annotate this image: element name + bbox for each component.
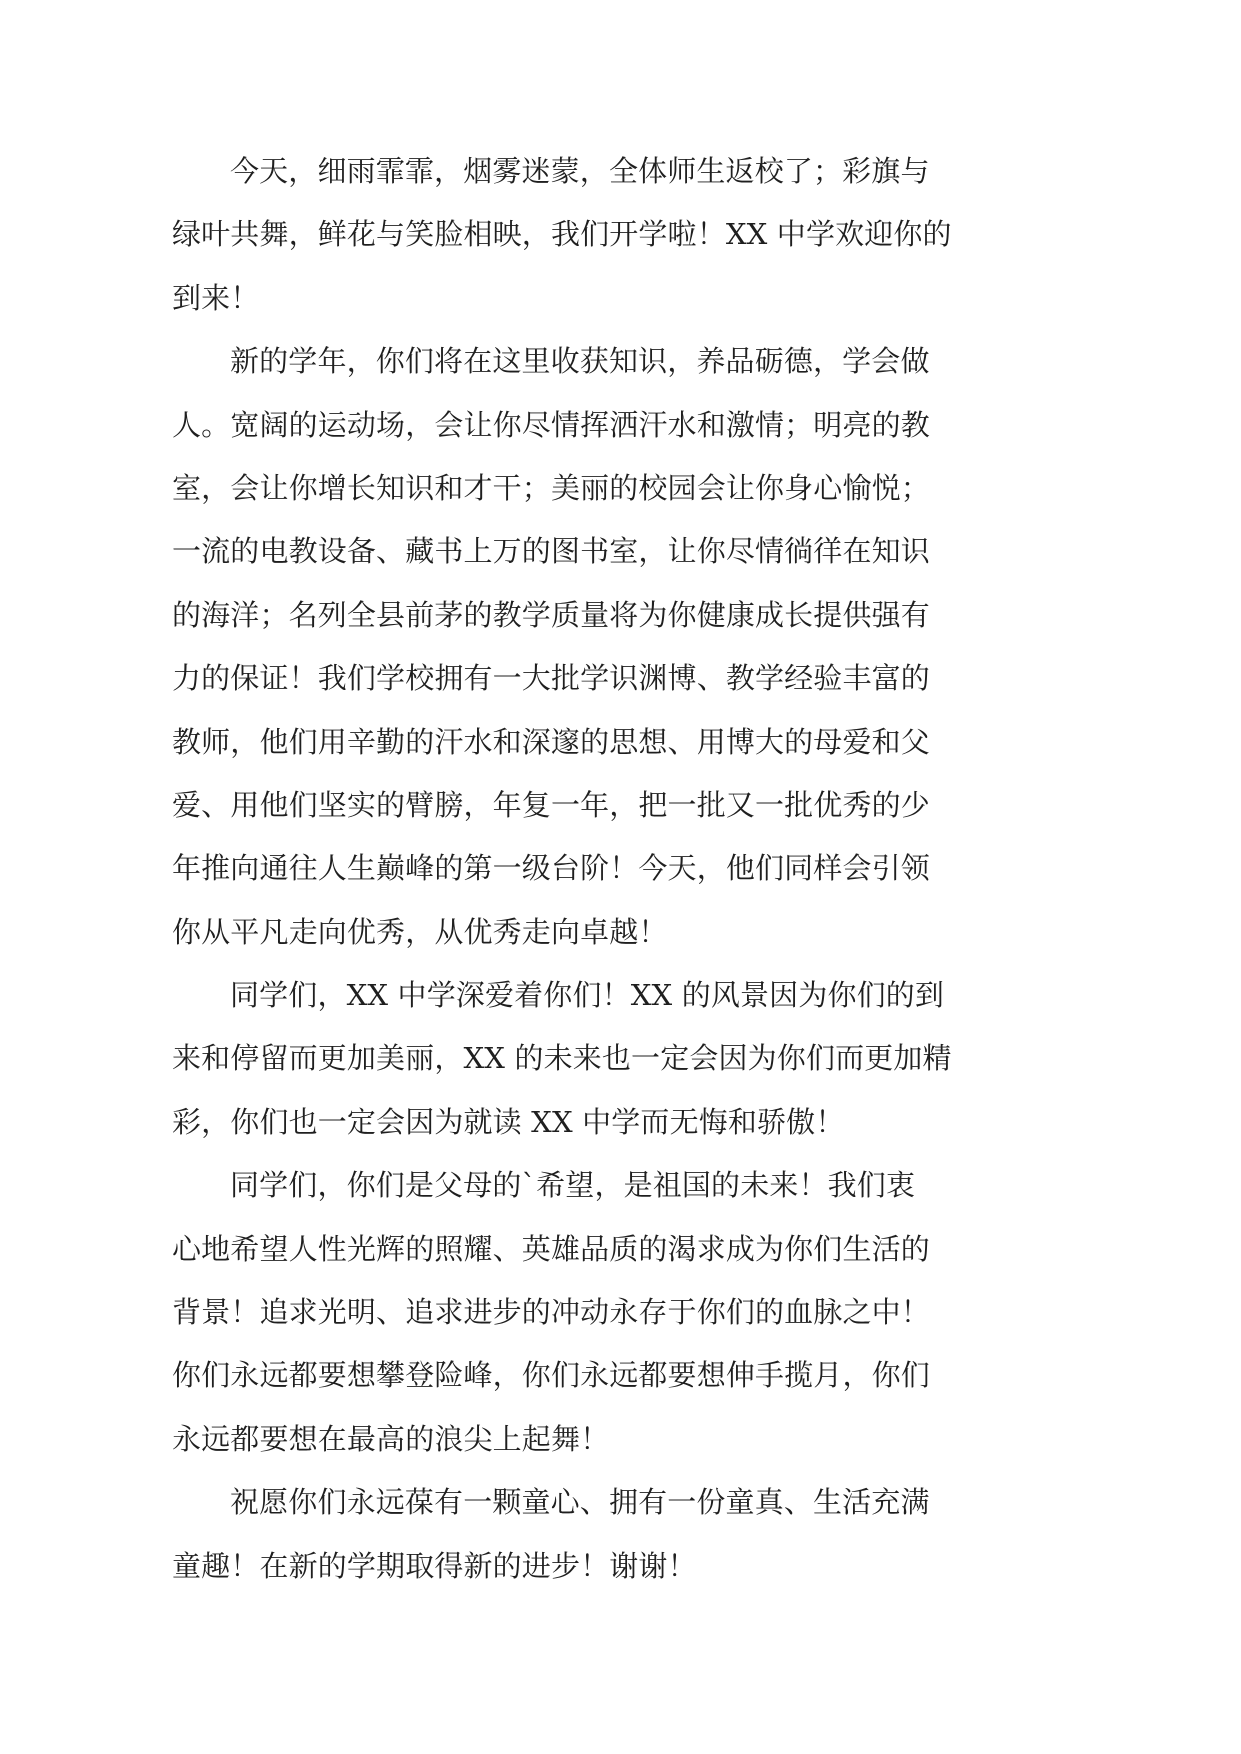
text-line: 背景！追求光明、追求进步的冲动永存于你们的血脉之中！ (172, 1295, 930, 1330)
text-line: 年推向通往人生巅峰的第一级台阶！今天，他们同样会引领 (172, 851, 930, 886)
text-line: 到来！ (172, 280, 260, 315)
text-line: 的海洋；名列全县前茅的教学质量将为你健康成长提供强有 (172, 597, 930, 632)
text-line: 教师，他们用辛勤的汗水和深邃的思想、用博大的母爱和父 (172, 724, 930, 759)
text-line: 新的学年，你们将在这里收获知识，养品砺德，学会做 (230, 344, 930, 379)
text-line: 同学们，XX 中学深爱着你们！XX 的风景因为你们的到 (230, 978, 945, 1013)
text-line: 祝愿你们永远葆有一颗童心、拥有一份童真、生活充满 (230, 1485, 930, 1520)
text-line: 心地希望人性光辉的照耀、英雄品质的渴求成为你们生活的 (172, 1231, 930, 1266)
text-line: 来和停留而更加美丽，XX 的未来也一定会因为你们而更加精 (172, 1041, 952, 1076)
text-line: 今天，细雨霏霏，烟雾迷蒙，全体师生返校了；彩旗与 (230, 154, 930, 188)
text-line: 童趣！在新的学期取得新的进步！谢谢！ (172, 1548, 697, 1583)
text-line: 你从平凡走向优秀，从优秀走向卓越！ (172, 914, 668, 949)
text-line: 力的保证！我们学校拥有一大批学识渊博、教学经验丰富的 (172, 661, 930, 696)
text-line: 永远都要想在最高的浪尖上起舞！ (172, 1421, 610, 1456)
paragraph (172, 964, 952, 1154)
document-body (172, 140, 952, 1598)
text-line: 你们永远都要想攀登险峰，你们永远都要想伸手揽月，你们 (172, 1358, 930, 1393)
text-line: 彩，你们也一定会因为就读 XX 中学而无悔和骄傲！ (172, 1104, 845, 1139)
paragraph (172, 330, 947, 964)
text-line: 一流的电教设备、藏书上万的图书室，让你尽情徜徉在知识 (172, 534, 930, 569)
paragraph (172, 1471, 947, 1598)
text-line: 室，会让你增长知识和才干；美丽的校园会让你身心愉悦； (172, 470, 930, 505)
text-line: 爱、用他们坚实的臂膀，年复一年，把一批又一批优秀的少 (172, 787, 930, 822)
paragraph (172, 1154, 947, 1471)
text-line: 人。宽阔的运动场，会让你尽情挥洒汗水和激情；明亮的教 (172, 407, 930, 442)
text-line: 同学们，你们是父母的`希望，是祖国的未来！我们衷 (230, 1168, 916, 1203)
paragraph (172, 140, 952, 330)
text-line: 绿叶共舞，鲜花与笑脸相映，我们开学啦！XX 中学欢迎你的 (172, 217, 952, 252)
